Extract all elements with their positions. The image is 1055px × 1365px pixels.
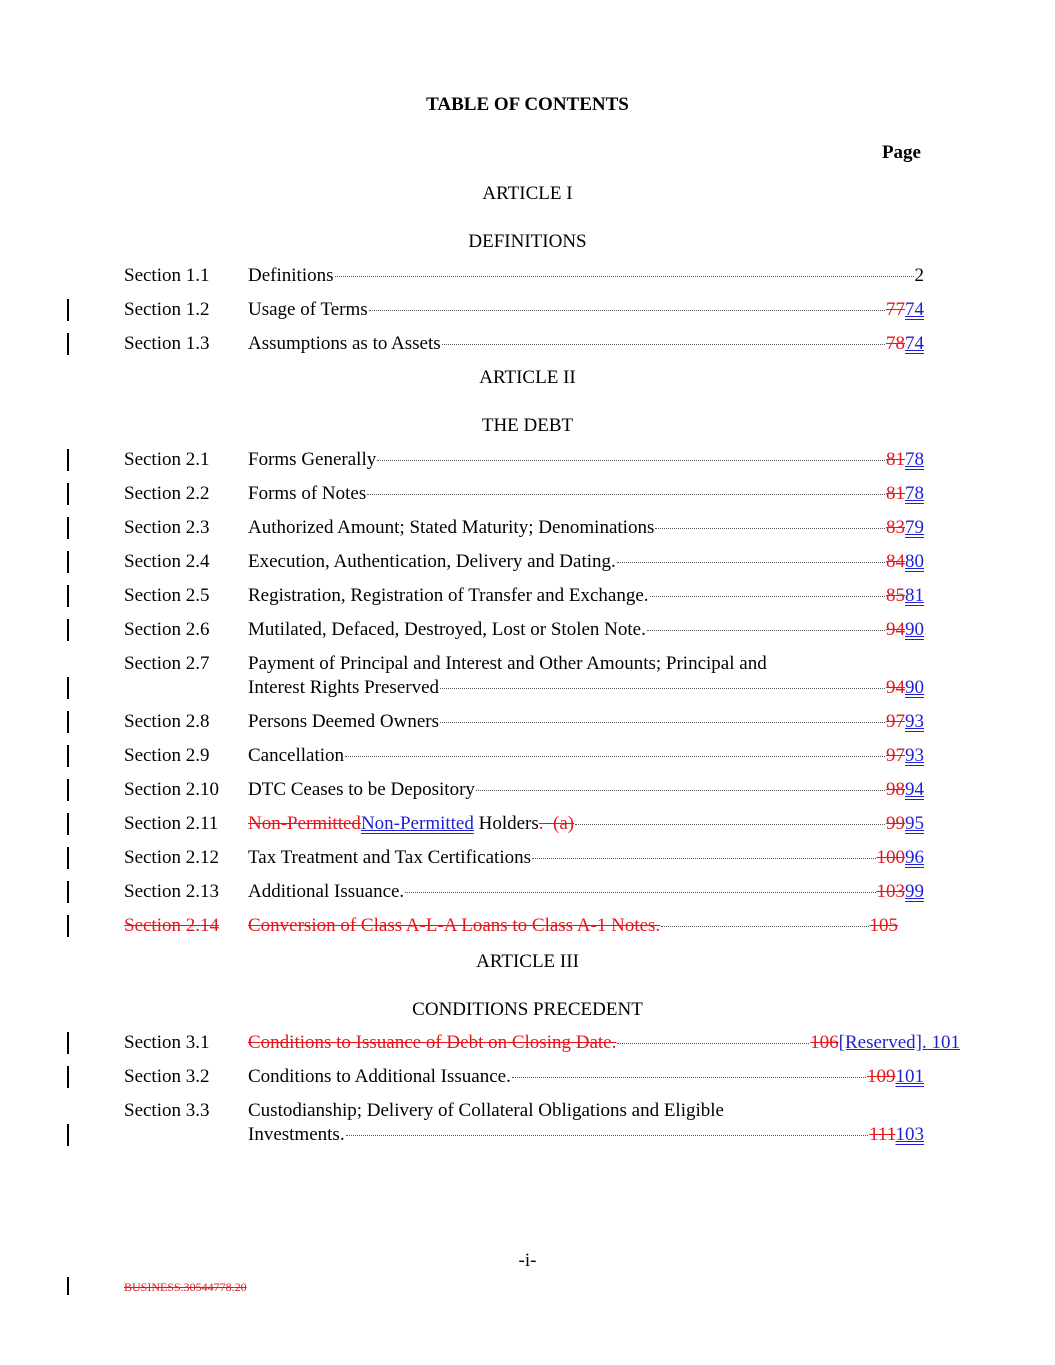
leader-dots <box>405 892 875 893</box>
change-bar <box>67 619 69 641</box>
change-bar <box>67 1277 69 1295</box>
page-new[interactable]: 78 <box>905 483 924 504</box>
leader-dots <box>345 756 885 757</box>
toc-title: TABLE OF CONTENTS <box>426 94 629 115</box>
leader-dots <box>346 1135 869 1136</box>
leader-dots <box>440 722 885 723</box>
section-title: Authorized Amount; Stated Maturity; Denominations <box>248 517 655 538</box>
change-bar <box>67 585 69 607</box>
page-old: 111 <box>869 1124 896 1145</box>
change-bar <box>67 813 69 835</box>
page-old: 94 <box>886 619 905 640</box>
section-title: Forms of Notes <box>248 483 367 504</box>
section-title: Mutilated, Defaced, Destroyed, Lost or Stolen Note. <box>248 619 646 640</box>
change-bar <box>67 779 69 801</box>
page-old: 99 <box>886 813 905 834</box>
title-inserted[interactable]: Non-Permitted <box>360 813 474 834</box>
page-new[interactable]: 94 <box>905 779 924 800</box>
page-number: 2 <box>914 265 924 286</box>
change-bar <box>67 1124 69 1146</box>
section-number: Section 2.4 <box>124 551 210 572</box>
page-old: 98 <box>886 779 905 800</box>
page-old: 78 <box>886 333 905 354</box>
section-title: Conditions to Issuance of Debt on Closing Date. <box>248 1032 617 1053</box>
page-new[interactable]: 103 <box>895 1124 924 1145</box>
section-title: Forms Generally <box>248 449 377 470</box>
section-number: Section 3.3 <box>124 1100 210 1121</box>
leader-dots <box>442 344 885 345</box>
section-title: Execution, Authentication, Delivery and Dating. <box>248 551 616 572</box>
section-number: Section 2.13 <box>124 881 219 902</box>
footer-page-number: -i- <box>518 1250 537 1271</box>
page-old: 83 <box>886 517 905 538</box>
page-new[interactable]: 99 <box>905 881 924 902</box>
page-old: 103 <box>876 881 905 902</box>
section-number: Section 2.5 <box>124 585 210 606</box>
section-number: Section 2.1 <box>124 449 210 470</box>
page-new[interactable]: 93 <box>905 711 924 732</box>
section-title: DTC Ceases to be Depository <box>248 779 475 800</box>
leader-dots <box>476 790 885 791</box>
leader-dots <box>532 858 876 859</box>
leader-dots <box>335 276 914 277</box>
section-number: Section 2.9 <box>124 745 210 766</box>
section-number: Section 2.10 <box>124 779 219 800</box>
section-title: Holders <box>473 813 539 834</box>
section-title: Conditions to Additional Issuance. <box>248 1066 511 1087</box>
page-old: 97 <box>886 711 905 732</box>
page-old: 100 <box>876 847 905 868</box>
page-old: 77 <box>886 299 905 320</box>
page-new[interactable]: 78 <box>905 449 924 470</box>
leader-dots <box>369 310 885 311</box>
change-bar <box>67 483 69 505</box>
change-bar <box>67 847 69 869</box>
section-number: Section 2.14 <box>124 915 219 936</box>
page-new[interactable]: 93 <box>905 745 924 766</box>
section-number: Section 2.11 <box>124 813 219 834</box>
leader-dots <box>650 596 885 597</box>
section-number: Section 2.8 <box>124 711 210 732</box>
leader-dots <box>617 1043 809 1044</box>
page-old: 81 <box>886 449 905 470</box>
title-deleted: Non-Permitted <box>248 813 361 834</box>
section-number: Section 2.3 <box>124 517 210 538</box>
leader-dots <box>661 926 868 927</box>
section-number: Section 2.6 <box>124 619 210 640</box>
section-number: Section 3.2 <box>124 1066 210 1087</box>
section-number: Section 2.7 <box>124 653 210 674</box>
change-bar <box>67 677 69 699</box>
change-bar <box>67 449 69 471</box>
page-new[interactable]: 79 <box>905 517 924 538</box>
page-column-label: Page <box>881 142 921 163</box>
change-bar <box>67 915 69 937</box>
section-title: Registration, Registration of Transfer and Exchange. <box>248 585 649 606</box>
article-label: ARTICLE II <box>479 367 576 388</box>
leader-dots <box>367 494 885 495</box>
change-bar <box>67 711 69 733</box>
page-old: 109 <box>867 1066 896 1087</box>
page-new[interactable]: 90 <box>905 619 924 640</box>
section-title-line1: Custodianship; Delivery of Collateral Obligations and Eligible <box>248 1100 724 1121</box>
leader-dots <box>512 1077 866 1078</box>
section-title: Tax Treatment and Tax Certifications <box>248 847 531 868</box>
section-number: Section 1.1 <box>124 265 210 286</box>
page-new[interactable]: 90 <box>905 677 924 698</box>
section-number: Section 3.1 <box>124 1032 210 1053</box>
change-bar <box>67 517 69 539</box>
change-bar <box>67 1066 69 1088</box>
page-old: 97 <box>886 745 905 766</box>
change-bar <box>67 333 69 355</box>
change-bar <box>67 745 69 767</box>
page-old: 105 <box>869 915 898 936</box>
page-new[interactable]: 95 <box>905 813 924 834</box>
page-old: 81 <box>886 483 905 504</box>
page-old: 94 <box>886 677 905 698</box>
change-bar <box>67 1032 69 1054</box>
page-new[interactable]: 101 <box>895 1066 924 1087</box>
footer-doc-id: BUSINESS.30544778.20 <box>124 1280 247 1294</box>
page-new[interactable]: 74 <box>905 333 924 354</box>
section-number: Section 2.12 <box>124 847 219 868</box>
section-title: Conversion of Class A-L-A Loans to Class A-1 Notes. <box>248 915 661 936</box>
title-deleted-tail: . (a) <box>538 813 575 834</box>
article-label: ARTICLE I <box>482 183 573 204</box>
leader-dots <box>647 630 885 631</box>
leader-dots <box>575 824 885 825</box>
page-new[interactable]: 96 <box>905 847 924 868</box>
article-label: ARTICLE III <box>476 951 579 972</box>
page-new[interactable]: 81 <box>905 585 924 606</box>
page-old: 84 <box>886 551 905 572</box>
section-title: Investments. <box>248 1124 345 1145</box>
leader-dots <box>440 688 885 689</box>
leader-dots <box>655 528 885 529</box>
change-bar <box>67 881 69 903</box>
change-bar <box>67 299 69 321</box>
section-title: Usage of Terms <box>248 299 368 320</box>
page-new[interactable]: 74 <box>905 299 924 320</box>
section-title: Assumptions as to Assets <box>248 333 441 354</box>
section-title-line1: Payment of Principal and Interest and Other Amounts; Principal and <box>248 653 767 674</box>
article-heading: DEFINITIONS <box>468 231 587 252</box>
section-title: Definitions <box>248 265 334 286</box>
section-number: Section 2.2 <box>124 483 210 504</box>
section-title: Cancellation <box>248 745 345 766</box>
page-old: 85 <box>886 585 905 606</box>
leader-dots <box>377 460 885 461</box>
page-old: 106 <box>810 1032 839 1053</box>
page-new[interactable]: [Reserved]. 101 <box>838 1032 960 1053</box>
section-title: Additional Issuance. <box>248 881 405 902</box>
section-number: Section 1.2 <box>124 299 210 320</box>
leader-dots <box>617 562 885 563</box>
article-heading: CONDITIONS PRECEDENT <box>412 999 643 1020</box>
section-title: Persons Deemed Owners <box>248 711 440 732</box>
article-heading: THE DEBT <box>481 415 574 436</box>
page-new[interactable]: 80 <box>905 551 924 572</box>
section-title: Interest Rights Preserved <box>248 677 440 698</box>
section-number: Section 1.3 <box>124 333 210 354</box>
change-bar <box>67 551 69 573</box>
